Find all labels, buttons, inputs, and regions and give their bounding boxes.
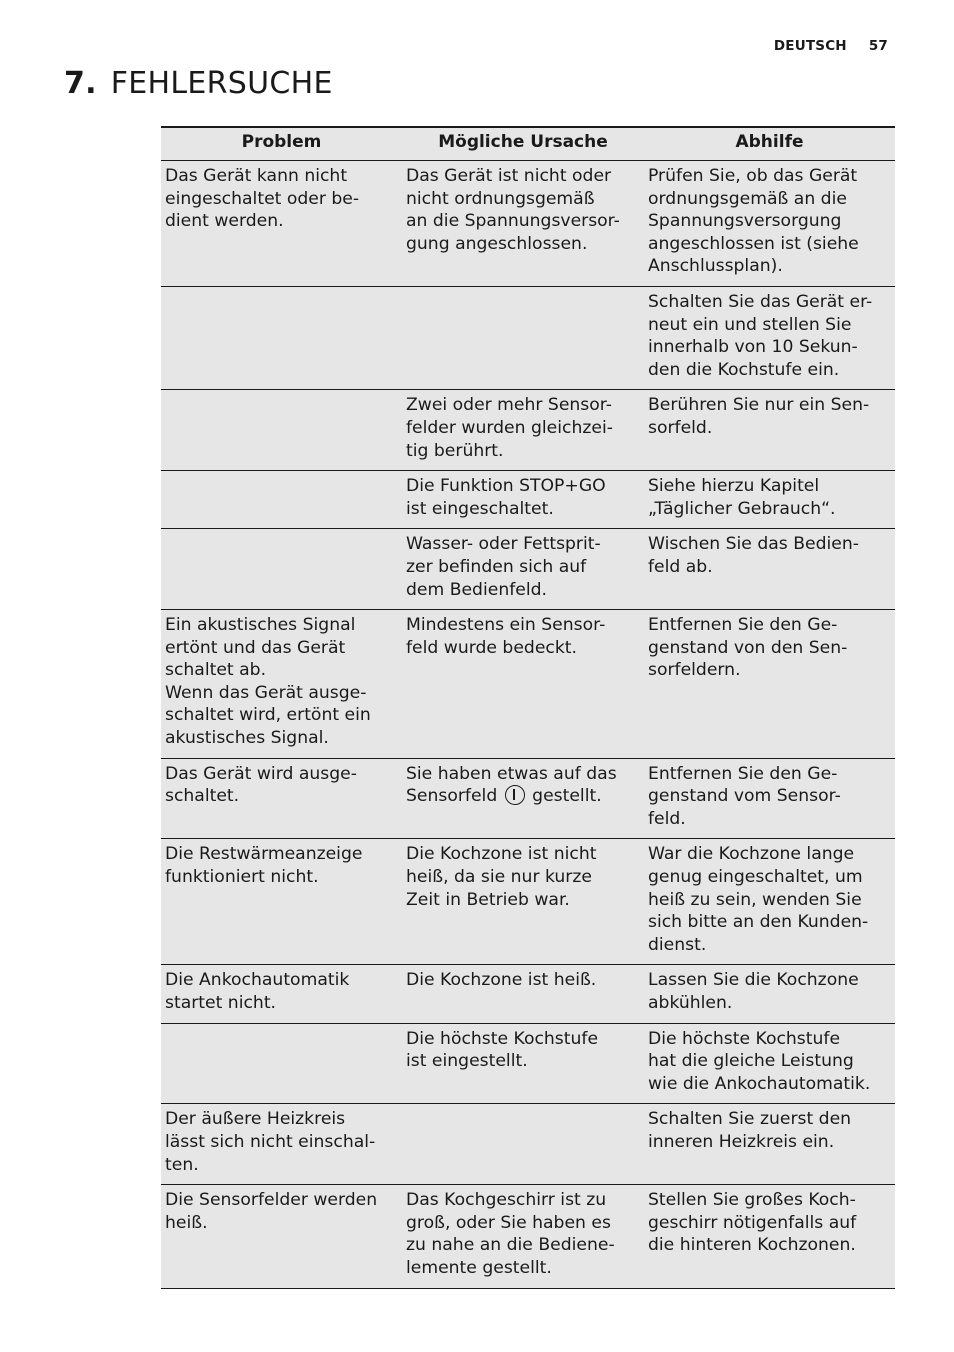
table-row	[161, 529, 895, 610]
problem-cell	[161, 471, 402, 529]
troubleshooting-table	[161, 126, 895, 1289]
cause-cell: Die Kochzone ist nicht heiß, da sie nur kurze Zeit in Betrieb war.	[402, 839, 644, 965]
remedy-cell: War die Kochzone lange genug eingeschaltet, um heiß zu sein, wenden Sie sich bitte an den Kunden- dienst.	[644, 839, 895, 965]
remedy-cell: Die höchste Kochstufe hat die gleiche Leistung wie die Ankochautomatik.	[644, 1023, 895, 1104]
cause-text-before-icon: Sie haben etwas auf das Sensorfeld	[406, 763, 617, 807]
problem-cell: Das Gerät kann nicht eingeschaltet oder be- dient werden.	[161, 161, 402, 287]
column-header-cause: Mögliche Ursache	[402, 127, 644, 161]
problem-cell: Die Sensorfelder werden heiß.	[161, 1185, 402, 1288]
section-number: 7.	[64, 66, 97, 101]
remedy-cell: Siehe hierzu Kapitel „Täglicher Gebrauch“.	[644, 471, 895, 529]
cause-cell: Das Gerät ist nicht oder nicht ordnungsgemäß an die Spannungsversor- gung angeschlossen.	[402, 161, 644, 287]
problem-cell: Die Ankochautomatik startet nicht.	[161, 965, 402, 1023]
section-title	[64, 66, 333, 101]
power-icon	[505, 785, 525, 805]
column-header-problem: Problem	[161, 127, 402, 161]
problem-cell: Der äußere Heizkreis lässt sich nicht einschal- ten.	[161, 1104, 402, 1185]
remedy-cell: Stellen Sie großes Koch- geschirr nötigenfalls auf die hinteren Kochzonen.	[644, 1185, 895, 1288]
remedy-cell: Entfernen Sie den Ge- genstand von den Sen- sorfeldern.	[644, 610, 895, 759]
cause-cell	[402, 1104, 644, 1185]
column-header-remedy: Abhilfe	[644, 127, 895, 161]
cause-cell: Die Funktion STOP+GO ist eingeschaltet.	[402, 471, 644, 529]
table-row	[161, 758, 895, 839]
table-row	[161, 471, 895, 529]
problem-cell: Ein akustisches Signal ertönt und das Gerät schaltet ab. Wenn das Gerät ausge- schaltet wird, ertönt ein akustisches Signal.	[161, 610, 402, 759]
problem-cell	[161, 286, 402, 389]
section-title-text: FEHLERSUCHE	[110, 66, 333, 101]
language-label: DEUTSCH	[773, 38, 847, 54]
problem-cell: Das Gerät wird ausge- schaltet.	[161, 758, 402, 839]
cause-text-after-icon: gestellt.	[532, 786, 602, 807]
table-row	[161, 161, 895, 287]
remedy-cell: Lassen Sie die Kochzone abkühlen.	[644, 965, 895, 1023]
table-row	[161, 610, 895, 759]
problem-cell: Die Restwärmeanzeige funktioniert nicht.	[161, 839, 402, 965]
table-row	[161, 1104, 895, 1185]
page-header	[774, 38, 888, 54]
remedy-cell: Wischen Sie das Bedien- feld ab.	[644, 529, 895, 610]
table-row	[161, 390, 895, 471]
remedy-cell: Prüfen Sie, ob das Gerät ordnungsgemäß an die Spannungsversorgung angeschlossen ist (siehe Anschlussplan).	[644, 161, 895, 287]
page-number: 57	[868, 38, 888, 54]
remedy-cell: Schalten Sie zuerst den inneren Heizkreis ein.	[644, 1104, 895, 1185]
cause-cell: Das Kochgeschirr ist zu groß, oder Sie haben es zu nahe an die Bediene- lemente gestellt.	[402, 1185, 644, 1288]
problem-cell	[161, 390, 402, 471]
table-row	[161, 839, 895, 965]
table-row	[161, 965, 895, 1023]
cause-cell: Die Kochzone ist heiß.	[402, 965, 644, 1023]
problem-cell	[161, 1023, 402, 1104]
problem-cell	[161, 529, 402, 610]
cause-cell	[402, 286, 644, 389]
cause-cell: Wasser- oder Fettsprit- zer befinden sich auf dem Bedienfeld.	[402, 529, 644, 610]
cause-cell	[402, 758, 644, 839]
table-row	[161, 1185, 895, 1288]
remedy-cell: Berühren Sie nur ein Sen- sorfeld.	[644, 390, 895, 471]
table-row	[161, 1023, 895, 1104]
cause-cell: Die höchste Kochstufe ist eingestellt.	[402, 1023, 644, 1104]
cause-cell: Zwei oder mehr Sensor- felder wurden gleichzei- tig berührt.	[402, 390, 644, 471]
table-header-row	[161, 127, 895, 161]
cause-cell: Mindestens ein Sensor- feld wurde bedeckt.	[402, 610, 644, 759]
table-row	[161, 286, 895, 389]
remedy-cell: Schalten Sie das Gerät er- neut ein und stellen Sie innerhalb von 10 Sekun- den die Kochstufe ein.	[644, 286, 895, 389]
remedy-cell: Entfernen Sie den Ge- genstand vom Sensor- feld.	[644, 758, 895, 839]
